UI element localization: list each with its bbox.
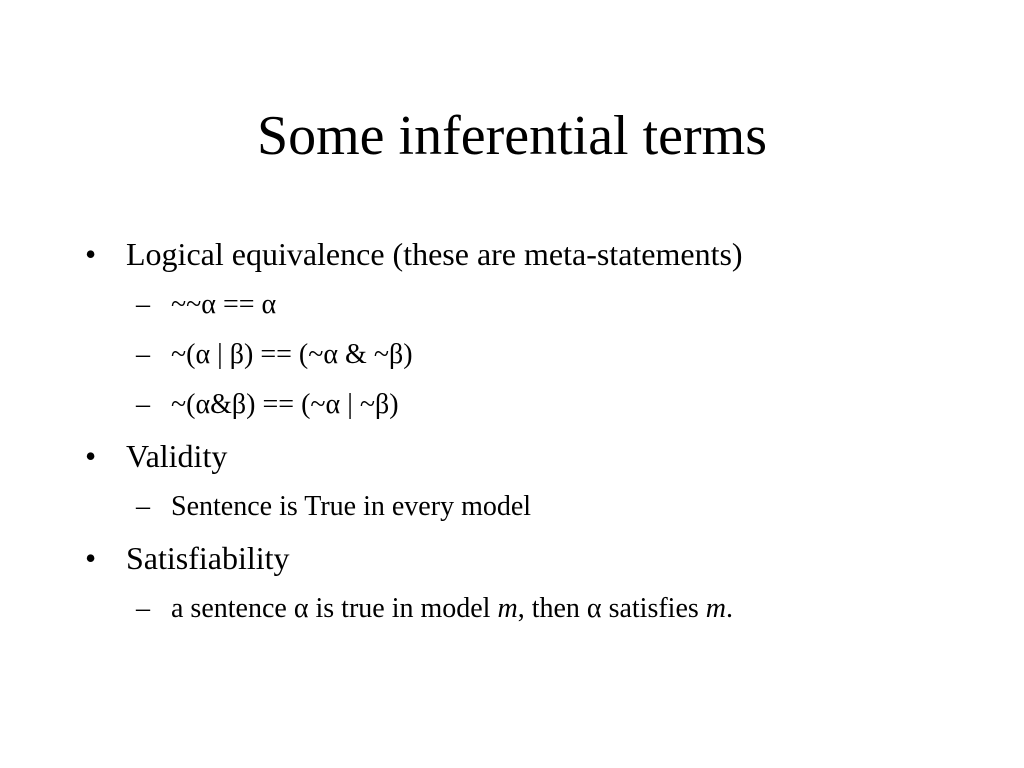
model-variable: m	[497, 593, 518, 624]
sub-item-satisfiability-definition	[85, 584, 965, 634]
dash-icon: –	[136, 593, 150, 624]
bullet-text: Validity	[126, 438, 228, 474]
text-segment: a sentence α is true in model	[171, 593, 498, 624]
text-segment: .	[726, 593, 734, 624]
bullet-logical-equivalence	[85, 228, 965, 280]
sub-item-validity-definition	[85, 482, 965, 532]
sub-item-de-morgan-and	[85, 380, 965, 430]
bullet-dot-icon: •	[85, 540, 97, 576]
sub-item-de-morgan-or	[85, 330, 965, 380]
slide-title: Some inferential terms	[256, 105, 768, 167]
bullet-text: Satisfiability	[126, 540, 290, 576]
bullet-dot-icon: •	[85, 438, 97, 474]
dash-icon: –	[136, 389, 150, 420]
bullet-satisfiability	[85, 532, 965, 584]
sub-item-text	[171, 593, 733, 624]
sub-item-text: ~(α&β) == (~α | ~β)	[171, 389, 399, 420]
model-variable: m	[705, 593, 727, 624]
bullet-validity	[85, 430, 965, 482]
sub-item-text: Sentence is True in every model	[171, 491, 532, 522]
dash-icon: –	[136, 339, 150, 370]
slide-content	[85, 228, 965, 634]
sub-item-text: ~~α == α	[171, 289, 277, 320]
dash-icon: –	[136, 491, 150, 522]
sub-item-double-negation	[85, 280, 965, 330]
dash-icon: –	[136, 289, 150, 320]
text-segment: , then α satisfies	[517, 593, 706, 624]
sub-item-text: ~(α | β) == (~α & ~β)	[171, 339, 413, 370]
bullet-text: Logical equivalence (these are meta-statements)	[126, 236, 743, 272]
bullet-dot-icon: •	[85, 236, 97, 272]
